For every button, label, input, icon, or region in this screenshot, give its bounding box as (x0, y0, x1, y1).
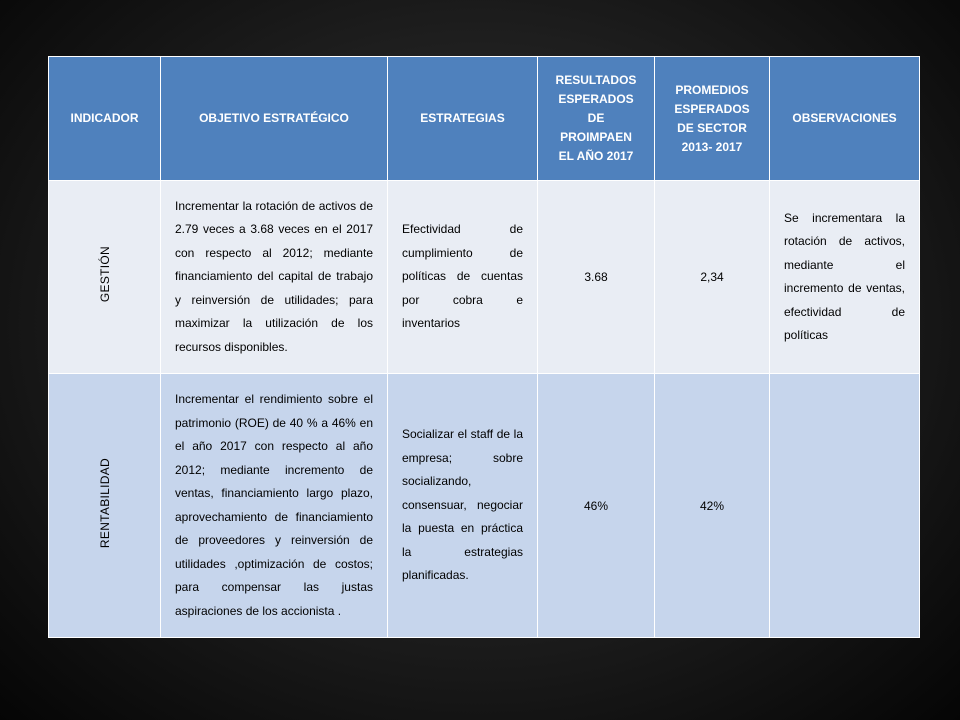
estrategias-text: Socializar el staff de la empresa; sobre socializando, consensuar, negociar la puesta en práctica la estrategias planificadas. (402, 427, 523, 583)
indicador-label: RENTABILIDAD (97, 457, 112, 549)
header-promedios-line: 2013- 2017 (681, 139, 743, 154)
header-promedios-line: PROMEDIOS (675, 82, 749, 97)
header-resultados-line: EL AÑO 2017 (558, 149, 634, 163)
header-estrategias: ESTRATEGIAS (388, 57, 538, 181)
table-row (49, 374, 920, 638)
cell-resultados: 3.68 (538, 181, 655, 374)
strategy-table (48, 56, 920, 638)
estrategias-text: Efectividad de cumplimiento de políticas de cuentas por cobra e inventarios (402, 222, 523, 331)
indicador-label: GESTIÓN (97, 246, 112, 303)
header-resultados-line: ESPERADOS (558, 92, 634, 106)
cell-observaciones (770, 181, 920, 374)
cell-objetivo (161, 181, 388, 374)
cell-observaciones (770, 374, 920, 638)
objetivo-text: Incrementar la rotación de activos de 2.79 veces a 3.68 veces en el 2017 con respecto al 2012; mediante financiamiento del capital de trabajo y reinversión de utilidades; para maximizar la utilización de los recursos disponibles. (175, 198, 373, 354)
table-row (49, 181, 920, 374)
cell-objetivo (161, 374, 388, 638)
header-promedios-esperados (655, 57, 770, 181)
header-indicador: INDICADOR (49, 57, 161, 181)
cell-indicador (49, 181, 161, 374)
header-resultados-line: RESULTADOS (555, 73, 637, 87)
header-objetivo-estrategico: OBJETIVO ESTRATÉGICO (161, 57, 388, 181)
cell-promedios: 2,34 (655, 181, 770, 374)
cell-estrategias (388, 181, 538, 374)
header-resultados-line: PROIMPAEN (560, 130, 632, 144)
cell-indicador (49, 374, 161, 638)
header-resultados-esperados (538, 57, 655, 181)
header-resultados-line: DE (587, 111, 605, 125)
cell-resultados: 46% (538, 374, 655, 638)
observaciones-text: Se incrementara la rotación de activos, mediante el incremento de ventas, efectividad de políticas (784, 210, 905, 342)
header-row (49, 57, 920, 181)
cell-promedios: 42% (655, 374, 770, 638)
header-promedios-line: DE SECTOR (677, 120, 747, 135)
header-promedios-line: ESPERADOS (674, 101, 750, 116)
cell-estrategias (388, 374, 538, 638)
objetivo-text: Incrementar el rendimiento sobre el patrimonio (ROE) de 40 % a 46% en el año 2017 con respecto al año 2012; mediante incremento de ventas, financiamiento largo plazo, aprovechamiento de financiamiento de proveedores y reinversión de utilidades ,optimización de costos; para compensar las justas aspiraciones de los accionista . (175, 392, 373, 618)
header-observaciones: OBSERVACIONES (770, 57, 920, 181)
